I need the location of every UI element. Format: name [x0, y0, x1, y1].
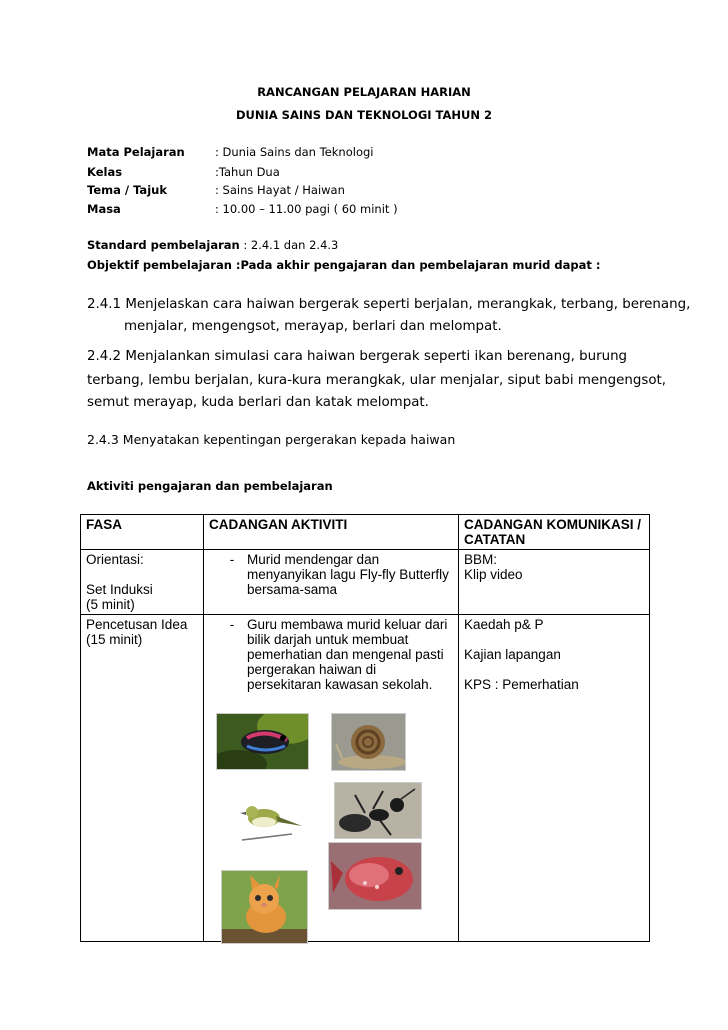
note-video: Klip video — [464, 567, 523, 582]
fasa-duration: (15 minit) — [86, 632, 143, 647]
header-communication: CADANGAN KOMUNIKASI / CATATAN — [459, 515, 650, 550]
note-cell — [459, 550, 650, 615]
snail-photo — [331, 713, 406, 771]
info-value-time: : 10.00 – 11.00 pagi ( 60 minit ) — [215, 202, 398, 216]
objective-label: Objektif pembelajaran — [87, 258, 232, 272]
objective-242-line2: terbang, lembu berjalan, kura-kura merangkak, ular menjalar, siput babi mengengsot, — [87, 373, 667, 388]
activities-heading: Aktiviti pengajaran dan pembelajaran — [87, 479, 333, 493]
fasa-sublabel: Set Induksi — [86, 582, 153, 597]
bullet-dash: - — [229, 552, 235, 567]
fasa-label: Pencetusan Idea — [86, 617, 188, 632]
note-method: Kaedah p& P — [464, 617, 544, 632]
info-label-theme: Tema / Tajuk — [87, 183, 167, 197]
standard-value: : 2.4.1 dan 2.4.3 — [239, 238, 339, 252]
page-title-2: DUNIA SAINS DAN TEKNOLOGI TAHUN 2 — [235, 108, 492, 122]
activity-cell — [204, 550, 459, 615]
info-value-subject: : Dunia Sains dan Teknologi — [215, 145, 374, 159]
bullet-dash: - — [229, 617, 235, 632]
objective-242-line1: 2.4.2 Menjalankan simulasi cara haiwan bergerak seperti ikan berenang, burung — [87, 349, 628, 364]
activity-text: Murid mendengar dan menyanyikan lagu Fly-fly Butterfly bersama-sama — [247, 552, 449, 597]
activity-text: Guru membawa murid keluar dari bilik darjah untuk membuat pemerhatian dan mengenal pasti pergerakan haiwan di persekitaran kawasan sekolah. — [247, 617, 448, 692]
info-value-class: :Tahun Dua — [215, 165, 280, 179]
objective-241-line1: 2.4.1 Menjelaskan cara haiwan bergerak seperti berjalan, merangkak, terbang, berenang, — [87, 297, 691, 312]
fasa-duration: (5 minit) — [86, 597, 135, 612]
objective-line — [87, 258, 601, 272]
table-header-row — [81, 515, 650, 550]
kitten-photo — [221, 870, 308, 944]
info-value-theme: : Sains Hayat / Haiwan — [215, 183, 345, 197]
objective-value: :Pada akhir pengajaran dan pembelajaran murid dapat : — [231, 258, 601, 272]
note-cell — [459, 615, 650, 942]
objective-243: 2.4.3 Menyatakan kepentingan pergerakan kepada haiwan — [87, 432, 456, 447]
objective-242-line3: semut merayap, kuda berlari dan katak melompat. — [87, 395, 429, 410]
info-label-subject: Mata Pelajaran — [87, 145, 185, 159]
frog-photo — [216, 713, 309, 770]
fasa-cell — [81, 615, 204, 942]
table-row — [81, 550, 650, 615]
info-label-class: Kelas — [87, 165, 123, 179]
ant-photo — [334, 782, 422, 839]
header-activity: CADANGAN AKTIVITI — [204, 515, 459, 550]
objective-241-line2: menjalar, mengengsot, merayap, berlari dan melompat. — [124, 319, 502, 334]
header-fasa: FASA — [81, 515, 204, 550]
note-fieldwork: Kajian lapangan — [464, 647, 561, 662]
fish-photo — [328, 842, 422, 910]
fasa-cell — [81, 550, 204, 615]
note-kps: KPS : Pemerhatian — [464, 677, 579, 692]
standard-line — [87, 238, 338, 252]
info-label-time: Masa — [87, 202, 121, 216]
standard-label: Standard pembelajaran — [87, 238, 240, 252]
fasa-label: Orientasi: — [86, 552, 144, 567]
note-bbm: BBM: — [464, 552, 498, 567]
page-title-1: RANCANGAN PELAJARAN HARIAN — [257, 85, 471, 99]
bird-photo — [222, 796, 309, 847]
